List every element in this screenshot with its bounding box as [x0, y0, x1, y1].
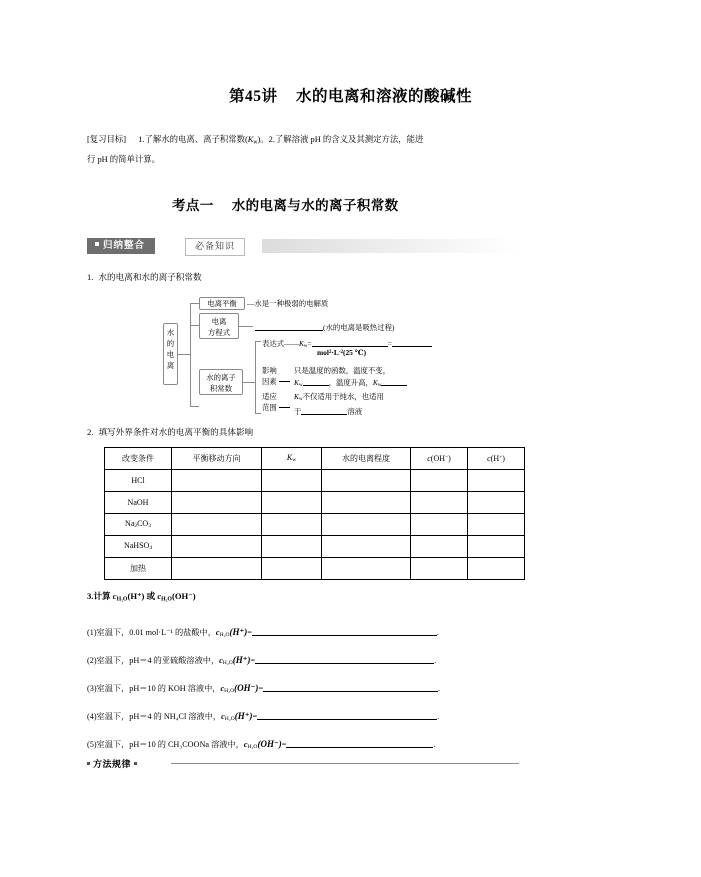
section-2-number: 2.: [87, 427, 94, 437]
table-cell-c-h[interactable]: [468, 536, 525, 558]
table-cell-shift[interactable]: [172, 470, 262, 492]
table-cell-c-h[interactable]: [468, 514, 525, 536]
diagram-kw-connector: [243, 382, 255, 383]
question-item-5: (5)室温下，pH＝10 的 CH₃COONa 溶液中，$c_{H_2O}(OH^-)=$ .: [87, 739, 436, 751]
question-2-c-sub: H₂O: [222, 660, 233, 667]
table-cell-c-h[interactable]: [468, 470, 525, 492]
table-cell-degree[interactable]: [322, 492, 411, 514]
diagram-expression-unit: [317, 347, 366, 358]
question-1-index: (1): [87, 628, 97, 637]
diagram-branch-3-connector: [190, 406, 199, 407]
diagram-unit-sup-1: 2: [328, 350, 332, 355]
exam-point-title: 水的电离与水的离子积常数: [231, 198, 399, 213]
diagram-expression-kw: K: [298, 339, 304, 348]
question-2-index: (2): [87, 656, 97, 665]
question-2-stem: 室温下，pH＝4 的亚硫酸溶液中，: [96, 656, 220, 665]
page-title-main: 水的电离和溶液的酸碱性: [295, 88, 472, 105]
question-4-equals: =: [252, 712, 258, 721]
table-header-kw: $K_w$: [262, 448, 322, 470]
diagram-equation-note: (水的电离是吸热过程): [323, 323, 395, 332]
diagram-node-equation: [199, 313, 239, 339]
table-header-c-oh: c(OH−): [411, 448, 468, 470]
table-cell-kw[interactable]: [262, 470, 322, 492]
question-5-c-symbol: c: [243, 740, 248, 749]
table-header-ionization-degree: 水的电离程度: [322, 448, 411, 470]
question-1-c-symbol: c: [215, 628, 220, 637]
question-3-answer-blank[interactable]: [263, 681, 438, 692]
table-cell-degree[interactable]: [322, 558, 411, 580]
question-4-index: (4): [87, 712, 97, 721]
diagram-scope-text-2a: 于: [294, 407, 302, 417]
table-cell-shift[interactable]: [172, 536, 262, 558]
diagram-unit-sup-2: -2: [338, 350, 344, 355]
section-3-title-h: (H⁺): [127, 591, 145, 601]
table-cell-degree[interactable]: [322, 514, 411, 536]
section-3-heading: [87, 590, 196, 602]
diagram-scope-label-line2: 范围: [262, 403, 277, 412]
question-4-c-symbol: c: [221, 712, 225, 721]
table-cell-kw[interactable]: [262, 492, 322, 514]
table-row: [105, 558, 525, 580]
diagram-factor-text-2: ，温度升高，: [328, 378, 373, 387]
water-ionization-diagram: [163, 296, 543, 417]
method-rule-label: 方法规律: [93, 759, 132, 769]
diagram-node-kw-line1: 水的离子: [206, 373, 236, 382]
diagram-scope-kw-sub: w: [298, 397, 303, 403]
table-cell-shift[interactable]: [172, 492, 262, 514]
table-header-row: [105, 448, 525, 470]
diagram-factor-text-1: 只是温度的函数，温度不变，: [294, 366, 391, 375]
question-4-answer-blank[interactable]: [257, 709, 437, 720]
diagram-expression-eq2: =: [387, 339, 392, 348]
method-rule-line: [171, 763, 519, 764]
diagram-spine: [190, 303, 191, 406]
table-cell-kw[interactable]: [262, 536, 322, 558]
diagram-node-kw: [199, 369, 243, 395]
diagram-scope-blank[interactable]: [301, 405, 347, 415]
diagram-scope-label-line1: 适应: [262, 392, 277, 401]
badge-gradient-tail: [262, 239, 519, 253]
exam-point-label: 考点一: [172, 198, 214, 213]
diagram-scope-text: [294, 391, 384, 417]
question-1-answer-blank[interactable]: [252, 625, 437, 636]
method-rule-bar: [87, 760, 519, 772]
page-title-prefix: 第45讲: [229, 88, 278, 105]
section-2-heading: [87, 426, 253, 438]
question-item-3: (3)室温下，pH＝10 的 KOH 溶液中，$c_{H_2O}(OH^-)=$ .: [87, 683, 441, 695]
diagram-kw-brace-bottom: [255, 413, 261, 414]
diagram-equilibrium-text: —水是一种极弱的电解质: [247, 299, 329, 308]
section-3-title-oh: (OH⁻): [171, 591, 196, 601]
diagram-factor-kw-2-sub: w: [377, 383, 382, 389]
diagram-factor-kw-2: K: [372, 378, 378, 387]
section-3-c-sub-1: H₂O: [116, 596, 128, 603]
question-item-2: (2)室温下，pH＝4 的亚硫酸溶液中，$c_{H_2O}(H^+)=$ .: [87, 655, 437, 667]
diagram-node-kw-line2: 积常数: [209, 384, 233, 393]
page-title: [0, 84, 701, 106]
table-row: [105, 536, 525, 558]
section-2-title: 填写外界条件对水的电离平衡的具体影响: [98, 427, 254, 437]
question-3-c-sub: H₂O: [224, 688, 235, 695]
section-3-c-symbol-1: c: [112, 591, 117, 601]
table-cell-condition: $Na_2CO_3$: [105, 514, 172, 536]
table-cell-shift[interactable]: [172, 514, 262, 536]
question-2-c-symbol: c: [219, 656, 223, 665]
table-cell-condition: NaOH: [105, 492, 172, 514]
question-5-answer-blank[interactable]: [286, 737, 433, 748]
review-objectives: [87, 131, 519, 168]
diagram-root-label: 水的电离: [166, 328, 175, 370]
section-1-title: 水的电离和水的离子积常数: [98, 272, 202, 282]
section-badge-bar: [87, 238, 519, 254]
diagram-scope-label: [262, 391, 277, 413]
section-3-title-a: 计算: [93, 591, 113, 601]
section-3-number: 3.: [87, 591, 94, 601]
section-1-heading: [87, 271, 202, 283]
diagram-factor-label: [262, 365, 277, 387]
question-4-species: (H⁺): [234, 711, 253, 721]
kw-subscript: w: [253, 139, 258, 146]
diagram-kw-brace-top: [255, 341, 261, 342]
question-3-stem: 室温下，pH＝10 的 KOH 溶液中，: [96, 684, 221, 693]
diagram-root-connector: [178, 354, 190, 355]
question-4-stem: 室温下，pH＝4 的 NH₄Cl 溶液中，: [96, 712, 222, 721]
diagram-factor-dash: [279, 372, 290, 382]
diagram-node-equilibrium: [199, 297, 245, 310]
table-header-shift-direction: 平衡移动方向: [172, 448, 262, 470]
diagram-expression-eq1: =: [307, 339, 312, 348]
question-item-1: (1)室温下，0.01 mol·L⁻¹ 的盐酸中，$c_{H_2O}(H^+)=$ .: [87, 627, 439, 639]
badge-secondary-label: 必备知识: [195, 241, 236, 251]
question-1-species: (H⁺): [229, 627, 248, 637]
bullet-square-icon: [95, 242, 99, 246]
diagram-scope-text-1: 不仅适用于纯水，也适用: [302, 392, 384, 401]
question-1-stem: 室温下，0.01 mol·L⁻¹ 的盐酸中，: [96, 628, 216, 637]
badge-secondary: [185, 238, 245, 256]
diagram-factor-kw-1-sub: w: [298, 383, 303, 389]
question-3-index: (3): [87, 684, 97, 693]
question-2-equals: =: [250, 656, 256, 665]
section-3-c-symbol-2: c: [157, 591, 162, 601]
objectives-label: [复习目标]: [87, 135, 127, 144]
diagram-expression-blank-2[interactable]: [392, 337, 432, 347]
question-4-c-sub: H₂O: [224, 716, 235, 723]
diagram-expression-kw-sub: w: [303, 344, 308, 350]
diagram-root-node: [163, 323, 178, 385]
table-cell-c-oh[interactable]: [411, 514, 468, 536]
question-item-4: (4)室温下，pH＝4 的 NH₄Cl 溶液中，$c_{H_2O}(H^+)=$ .: [87, 711, 440, 723]
kw-symbol: K: [247, 135, 254, 144]
diagram-expression-blank-1[interactable]: [312, 337, 388, 347]
question-5-stem: 室温下，pH＝10 的 CH₃COONa 溶液中，: [96, 740, 244, 749]
table-row: [105, 470, 525, 492]
diagram-node-equation-line2: 方程式: [207, 328, 231, 337]
section-1-number: 1.: [87, 272, 94, 282]
question-3-species: (OH⁻): [234, 683, 259, 693]
diagram-unit-mol: mol: [317, 348, 329, 358]
table-cell-kw[interactable]: [262, 558, 322, 580]
exam-point-heading: [172, 194, 399, 214]
question-5-c-sub: H₂O: [247, 744, 258, 751]
table-cell-degree[interactable]: [322, 470, 411, 492]
table-cell-condition: NaHSO$_4$: [105, 536, 172, 558]
diagram-expression-label: 表达式——: [262, 339, 299, 348]
question-5-species: (OH⁻): [257, 739, 282, 749]
table-cell-c-oh[interactable]: [411, 470, 468, 492]
question-1-equals: =: [247, 628, 252, 637]
diagram-factor-label-line2: 因素: [262, 377, 277, 386]
diagram-equation-blank[interactable]: [255, 321, 323, 331]
diagram-factor-kw-1: K: [294, 378, 299, 387]
question-2-answer-blank[interactable]: [255, 653, 434, 664]
table-header-condition: 改变条件: [105, 448, 172, 470]
table-cell-degree[interactable]: [322, 536, 411, 558]
section-3-c-sub-2: H₂O: [161, 596, 172, 603]
question-1-c-sub: H₂O: [219, 632, 230, 639]
table-cell-c-h[interactable]: [468, 492, 525, 514]
table-cell-c-oh[interactable]: [411, 558, 468, 580]
question-3-equals: =: [258, 684, 263, 693]
badge-primary: [87, 238, 155, 254]
diagram-unit-l: ·L: [331, 348, 339, 358]
method-rule-heading: [87, 757, 137, 770]
objective-item-1b: )。2.了解溶液 pH 的含义及其测定方法，能进: [257, 135, 424, 144]
question-5-equals: =: [281, 740, 287, 749]
table-cell-condition: 加热: [105, 558, 172, 580]
diagram-branch-1-connector: [190, 303, 199, 304]
badge-primary-label: 归纳整合: [103, 240, 146, 251]
question-5-index: (5): [87, 740, 97, 749]
diagram-equation-connector: [239, 326, 253, 327]
diagram-factor-text: [294, 365, 407, 391]
objective-line-2: 行 pH 的简单计算。: [87, 155, 161, 165]
question-3-c-symbol: c: [220, 684, 225, 693]
table-row: [105, 492, 525, 514]
table-cell-c-h[interactable]: [468, 558, 525, 580]
diagram-node-equation-line1: 电离: [211, 317, 227, 326]
table-header-c-h: c(H+): [468, 448, 525, 470]
diagram-branch-2-connector: [190, 325, 199, 326]
bullet-square-left-icon: [87, 762, 90, 765]
diagram-factor-blank-2[interactable]: [381, 376, 407, 386]
question-2-species: (H⁺): [232, 655, 251, 665]
table-cell-c-oh[interactable]: [411, 492, 468, 514]
diagram-scope-kw: K: [294, 392, 299, 401]
diagram-kw-brace-spine: [255, 341, 256, 413]
objective-item-1a: 1.了解水的电离、离子积常数(: [138, 135, 248, 144]
table-cell-c-oh[interactable]: [411, 536, 468, 558]
diagram-factor-label-line1: 影响: [262, 366, 277, 375]
table-cell-condition: HCl: [105, 470, 172, 492]
diagram-scope-dash: [279, 398, 290, 408]
diagram-unit-temp: (25 ℃): [343, 348, 367, 358]
conditions-effect-table: [104, 447, 525, 580]
diagram-factor-blank-1[interactable]: [303, 376, 329, 386]
diagram-scope-text-2b: 溶液: [347, 407, 363, 417]
section-3-title-or: 或: [144, 591, 158, 601]
table-row: [105, 514, 525, 536]
table-cell-kw[interactable]: [262, 514, 322, 536]
table-cell-shift[interactable]: [172, 558, 262, 580]
bullet-square-right-icon: [134, 762, 137, 765]
diagram-node-equilibrium-label: 电离平衡: [207, 299, 237, 308]
